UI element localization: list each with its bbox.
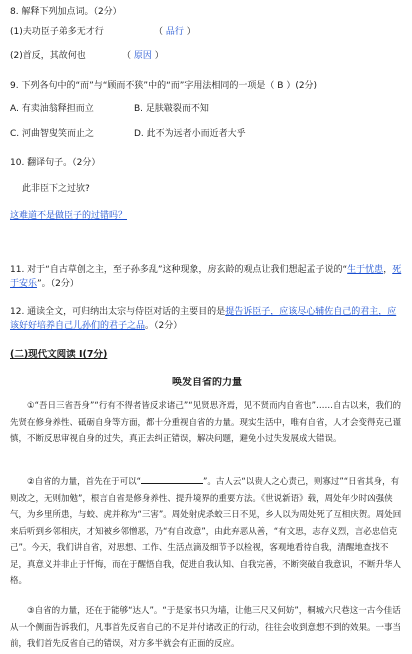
q8-item-1-answer-slot: （ 品行 ）: [154, 27, 196, 37]
article-title: 唤发自省的力量: [172, 377, 242, 388]
q8-item-1: [10, 26, 404, 38]
q8-title: 8. 解释下列加点词。（2分）: [10, 7, 122, 17]
q9-option-d: D. 此不为远者小而近者大乎: [134, 129, 246, 139]
q8-item-1-stem: (1)夫功臣子弟多无才行: [10, 27, 104, 37]
q8-item-2-answer: 原因: [133, 51, 152, 61]
q9-options-row-1: [10, 103, 404, 115]
q11-answer-1: 生于忧患: [347, 265, 384, 275]
q10-sentence: 此非臣下之过欤?: [22, 184, 90, 194]
section-heading: (二)现代文阅读 I(7分): [10, 349, 108, 360]
q9-title: 9. 下列各句中的“而”与“顾而不狭”中的“而”字用法相同的一项是（ B ）(2分): [10, 81, 318, 91]
q10-answer: 这难道不是做臣子的过错吗？: [10, 211, 128, 221]
q9-option-a: A. 有卖油翁释担而立: [10, 104, 94, 114]
fill-blank: [141, 474, 203, 484]
q8-item-2-answer-slot: （ 原因 ）: [122, 51, 164, 61]
q9-option-b: B. 足肤皲裂而不知: [134, 104, 209, 114]
q8-item-1-answer: 品行: [165, 27, 184, 37]
q9-option-c: C. 河曲智叟笑而止之: [10, 129, 95, 139]
article-paragraph-3: ③自省的力量，还在于能够“达人”。“于是家书只为墙，让他三尺又何妨”，桐城六尺巷这一古今佳话从一个侧面告诉我们，凡事首先反省自己的不足并付诸改正的行动，往往会收到意想不到的效果。一事当前，我们首先反省自己的错误，对方多半就会有正面的反应。: [10, 606, 402, 649]
q11-question: 11. 对于“自古草创之主，至子孙多乱”这种现象，房玄龄的观点让我们想起孟子说的“生于忧患，死于安乐”。（2分）: [10, 265, 402, 289]
q8-item-2-stem: (2)首反，其故何也: [10, 51, 86, 61]
q9-options-row-2: [10, 128, 404, 140]
q12-question: 12. 通读全文，可归纳出太宗与侍臣对话的主要目的是提告诉臣子，应该尽心辅佐自己的君主，应该好好培养自己儿孙们的君子之品。（2分）: [10, 307, 397, 331]
q8-item-2: [10, 50, 404, 62]
article-paragraph-1: ①“吾日三省吾身”“行有不得者皆反求诸己”“见贤思齐焉，见不贤而内自省也”……自古以来，我们的先贤在修身养性、砥砺自身等方面，都十分重视自省的力量。现实生活中，唯有自省，人才会变得克己谨慎，不断反思审视自身的过失，真正去纠正错误，解决问题，避免小过失发展成大错误。: [10, 401, 402, 444]
article-paragraph-2: ②自省的力量，首先在于可以“ ”。古人云“以贵人之心责己，则寡过”“日省其身，有则改之，无则加勉”，根言自省是修身养性、提升境界的重要方法。《世说新语》载，周处年少时凶强侠气，为乡里所患，与蛟、虎并称为“三害”。周处射虎杀蛟三日不见，乡人以为周处死了互相庆贺。周处回来后听到乡邻相庆，才知被乡邻憎恶，乃“有自改意”，由此弃恶从善，“有文思，志存义烈，言必忠信克己”。今天，我们讲自省，对思想、工作、生活点滴及细节予以检视，客观地看待自我，清醒地查找不足，真意义并非止于忏悔，而在于醒悟自我，促进自我认知、自我完善，不断突破自我意识，不断升华人格。: [10, 474, 404, 590]
q10-title: 10. 翻译句子。（2分）: [10, 158, 101, 168]
q12-answer: 提告诉臣子，应该尽心辅佐自己的君主，应该好好培养自己儿孙们的君子之品: [10, 307, 397, 331]
q11-answer-2: 死于安乐: [10, 265, 402, 289]
